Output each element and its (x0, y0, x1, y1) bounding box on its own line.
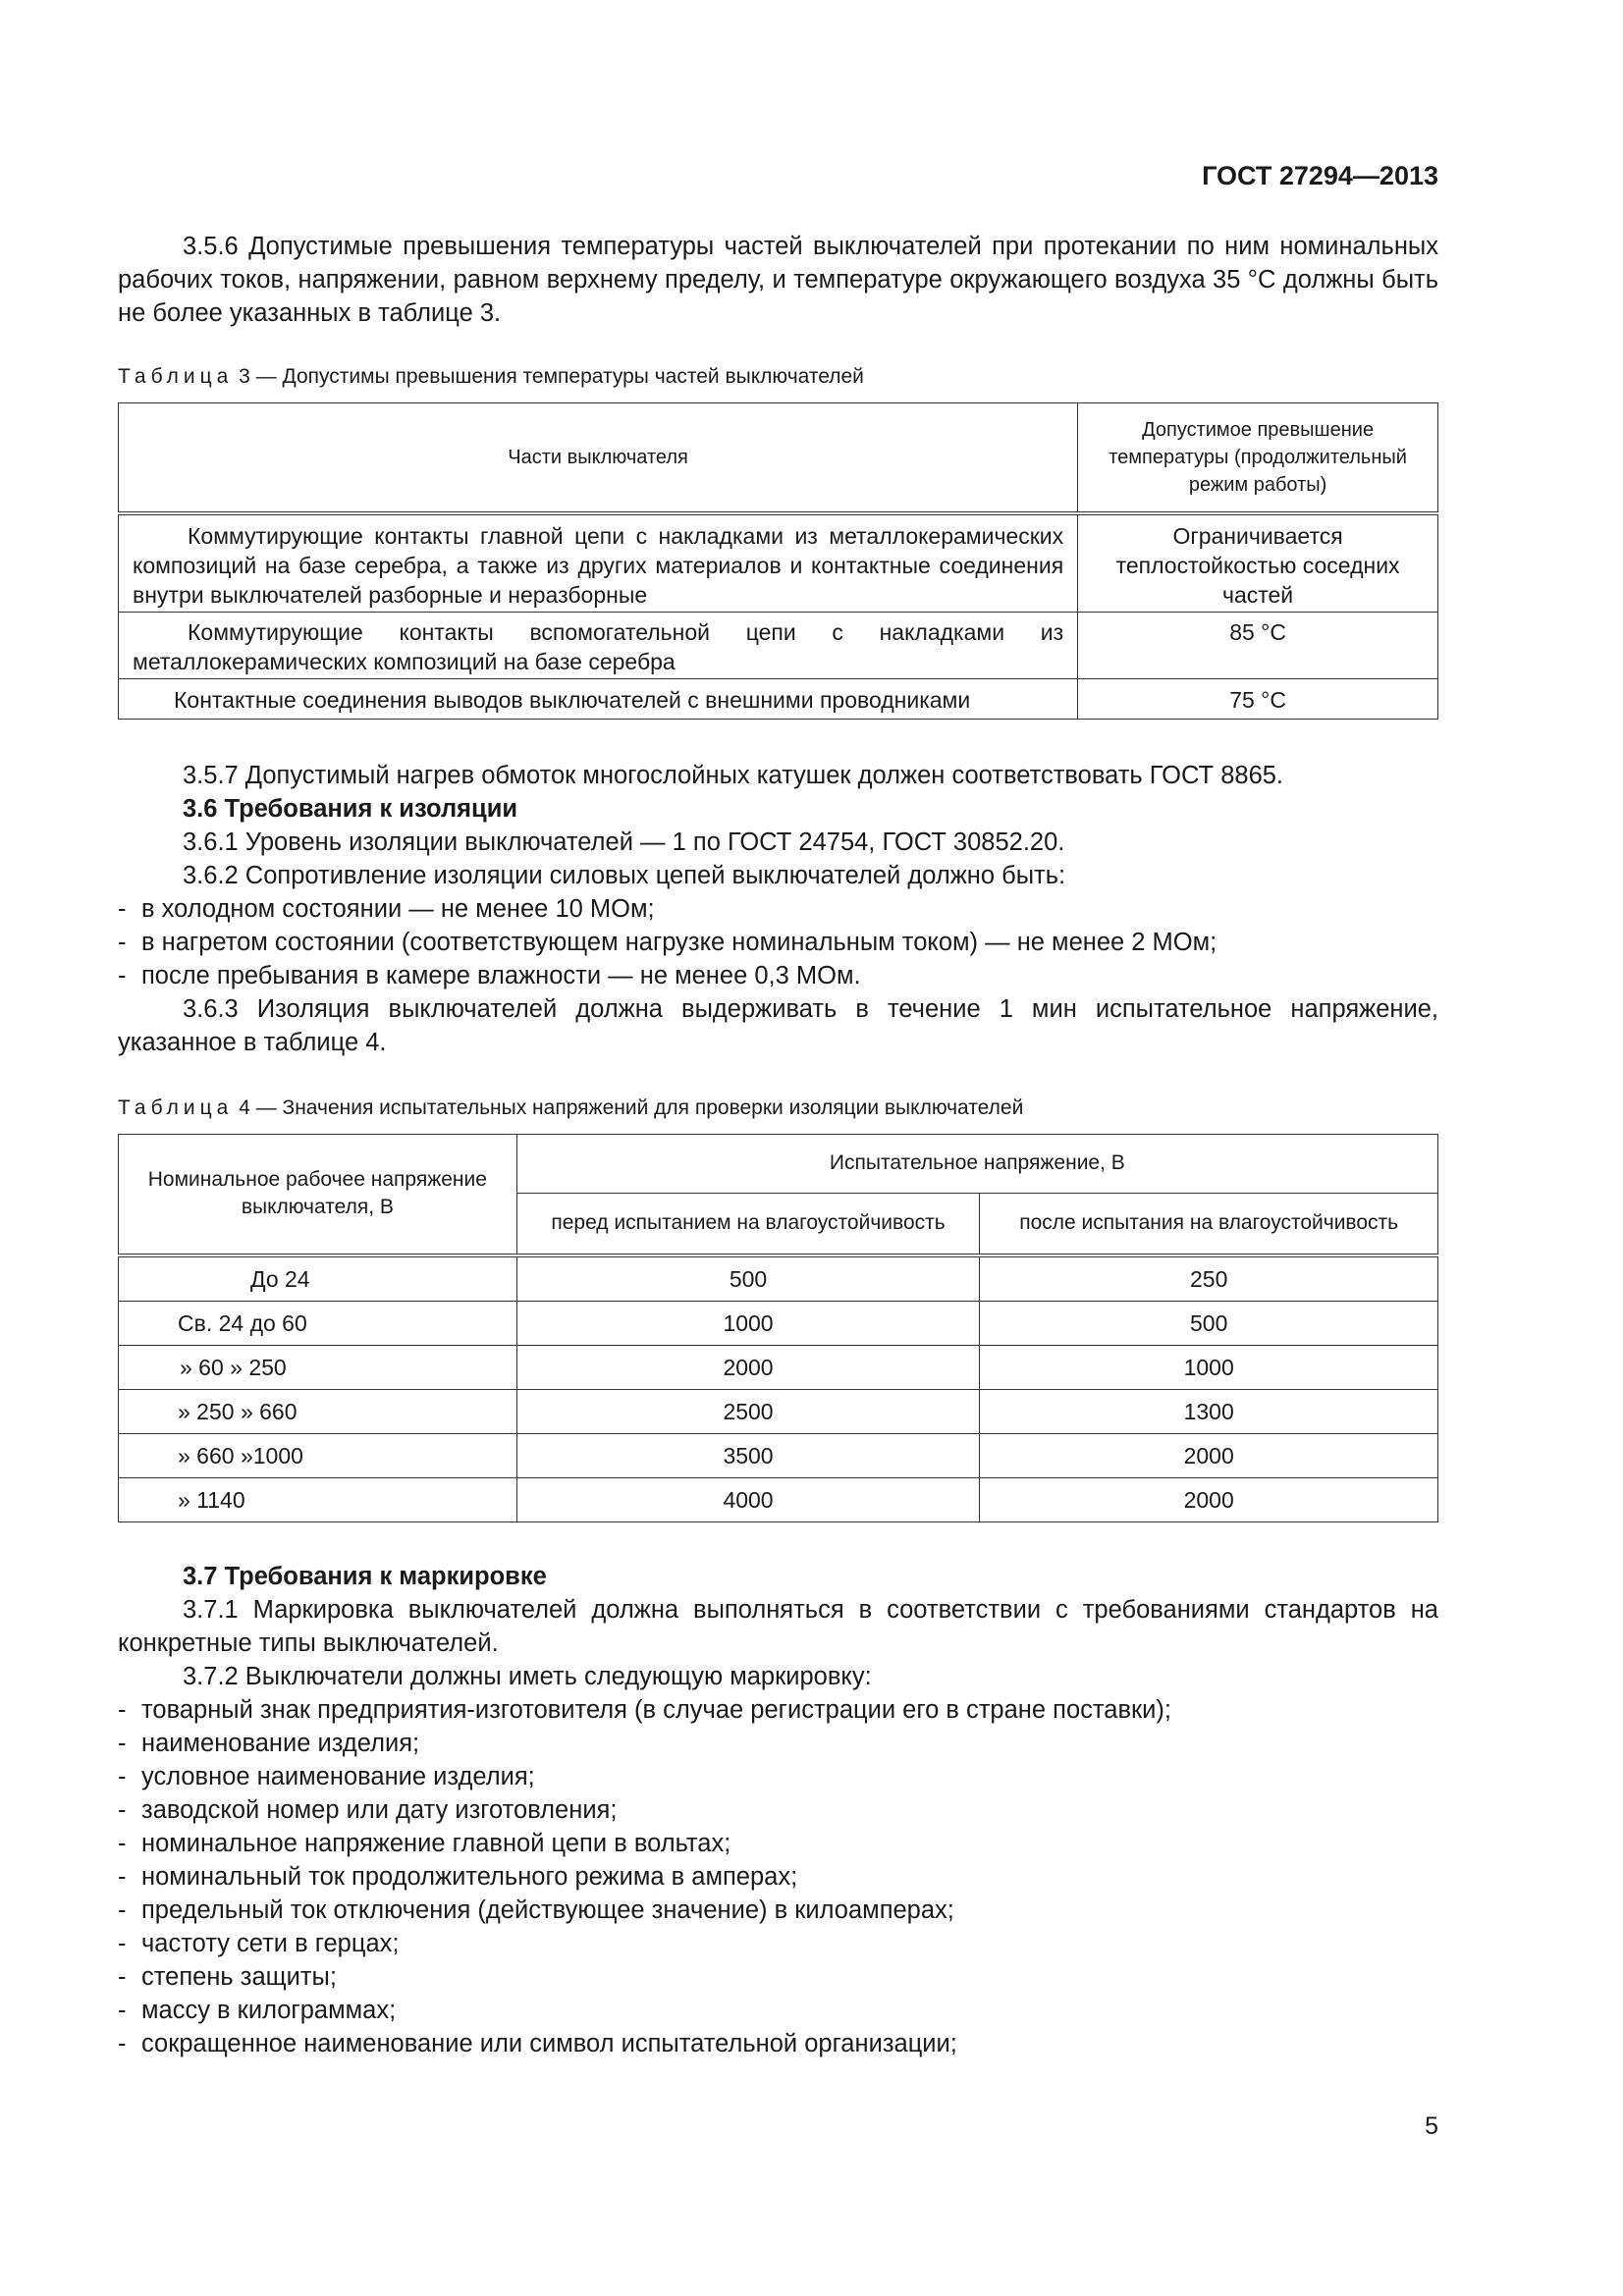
section-heading-3-6: 3.6 Требования к изоляции (183, 794, 518, 823)
list-item: - условное наименование изделия; (118, 1763, 535, 1790)
table3-row2-value: 85 °С (1078, 612, 1438, 678)
table4-caption (118, 1095, 1438, 1122)
list-item: - предельный ток отключения (действующее значение) в килоамперах; (118, 1896, 954, 1924)
table4-sub1-header: перед испытанием на влагоустойчивость (516, 1193, 980, 1255)
table3-col2-header: Допустимое превышение температуры (продолжительный режим работы) (1078, 403, 1438, 513)
list-item: - наименование изделия; (118, 1730, 420, 1757)
table-row: Св. 24 до 60 1000 500 (119, 1302, 1438, 1346)
table3-row1-value: Ограничивается теплостойкостью соседних частей (1078, 513, 1438, 613)
table4-caption-text: 4 — Значения испытательных напряжений для проверки изоляции выключателей (233, 1095, 1024, 1119)
table4-col1-header: Номинальное рабочее напряжение выключателя, В (119, 1134, 517, 1255)
table-row (119, 678, 1438, 719)
section-heading-3-7: 3.7 Требования к маркировке (183, 1563, 547, 1590)
table-row: » 1140 4000 2000 (119, 1478, 1438, 1522)
list-item: - номинальное напряжение главной цепи в вольтах; (118, 1830, 731, 1857)
list-item: - в нагретом состоянии (соответствующем нагрузке номинальным током) — не менее 2 МОм; (118, 928, 1217, 956)
table-row: » 60 » 250 2000 1000 (119, 1346, 1438, 1390)
table3-row1-part: Коммутирующие контакты главной цепи с накладками из металлокерамических композиций на базе серебра, а также из других материалов и контактные соединения внутри выключателей разборные и неразборные (119, 513, 1078, 613)
list-item: - в холодном состоянии — не менее 10 МОм; (118, 894, 655, 923)
paragraph-3-7-1: 3.7.1 Маркировка выключателей должна выполняться в соответствии с требованиями стандартов на конкретные типы выключателей. (118, 1596, 1438, 1657)
table4-group-header: Испытательное напряжение, В (516, 1134, 1437, 1193)
table3-caption-text: 3 — Допустимы превышения температуры частей выключателей (233, 365, 864, 388)
table3-row3-value: 75 °С (1078, 678, 1438, 719)
table-row: » 250 » 660 2500 1300 (119, 1390, 1438, 1434)
table3-header-row (119, 403, 1438, 513)
paragraph-3-6-3: 3.6.3 Изоляция выключателей должна выдерживать в течение 1 мин испытательное напряжение, указанное в таблице 4. (118, 994, 1438, 1056)
list-item: - после пребывания в камере влажности — не менее 0,3 МОм. (118, 961, 861, 989)
paragraph-3-5-6: 3.5.6 Допустимые превышения температуры частей выключателей при протекании по ним номинальных рабочих токов, напряжении, равном верхнему пределу, и температуре окружающего воздуха 35 °С должны быть не более указанных в таблице 3. (118, 233, 1438, 327)
list-item: - сокращенное наименование или символ испытательной организации; (118, 2030, 957, 2057)
table-4 (118, 1134, 1438, 1523)
table-3 (118, 402, 1438, 720)
table4-header-row (119, 1134, 1438, 1193)
table3-row3-part: Контактные соединения выводов выключателей с внешними проводниками (119, 678, 1078, 719)
table-row (119, 513, 1438, 613)
table-row: До 24 500 250 (119, 1255, 1438, 1302)
page-number: 5 (1425, 2112, 1438, 2140)
list-item: - степень защиты; (118, 1963, 337, 1991)
table3-col1-header: Части выключателя (119, 403, 1078, 513)
paragraph-3-5-7: 3.5.7 Допустимый нагрев обмоток многослойных катушек должен соответствовать ГОСТ 8865. (183, 761, 1284, 789)
list-item: - частоту сети в герцах; (118, 1930, 400, 1957)
paragraph-3-6-2: 3.6.2 Сопротивление изоляции силовых цепей выключателей должно быть: (183, 861, 1066, 889)
table-row (119, 612, 1438, 678)
list-item: - массу в килограммах; (118, 1997, 397, 2024)
table-row: » 660 »1000 3500 2000 (119, 1434, 1438, 1478)
list-item: - товарный знак предприятия-изготовителя (в случае регистрации его в стране поставки); (118, 1696, 1171, 1724)
paragraph-3-6-1: 3.6.1 Уровень изоляции выключателей — 1 по ГОСТ 24754, ГОСТ 30852.20. (183, 828, 1065, 856)
list-item: - номинальный ток продолжительного режима в амперах; (118, 1863, 798, 1891)
document-header: ГОСТ 27294—2013 (1202, 161, 1438, 190)
table4-caption-word: Таблица (118, 1095, 234, 1119)
list-item: - заводской номер или дату изготовления; (118, 1796, 618, 1824)
paragraph-3-7-2: 3.7.2 Выключатели должны иметь следующую маркировку: (183, 1663, 872, 1690)
table4-sub2-header: после испытания на влагоустойчивость (980, 1193, 1438, 1255)
table3-caption (118, 363, 1438, 391)
table3-row2-part: Коммутирующие контакты вспомогательной цепи с накладками из металлокерамических композиций на базе серебра (119, 612, 1078, 678)
page-content (118, 230, 1438, 2060)
table3-caption-word: Таблица (118, 365, 234, 388)
